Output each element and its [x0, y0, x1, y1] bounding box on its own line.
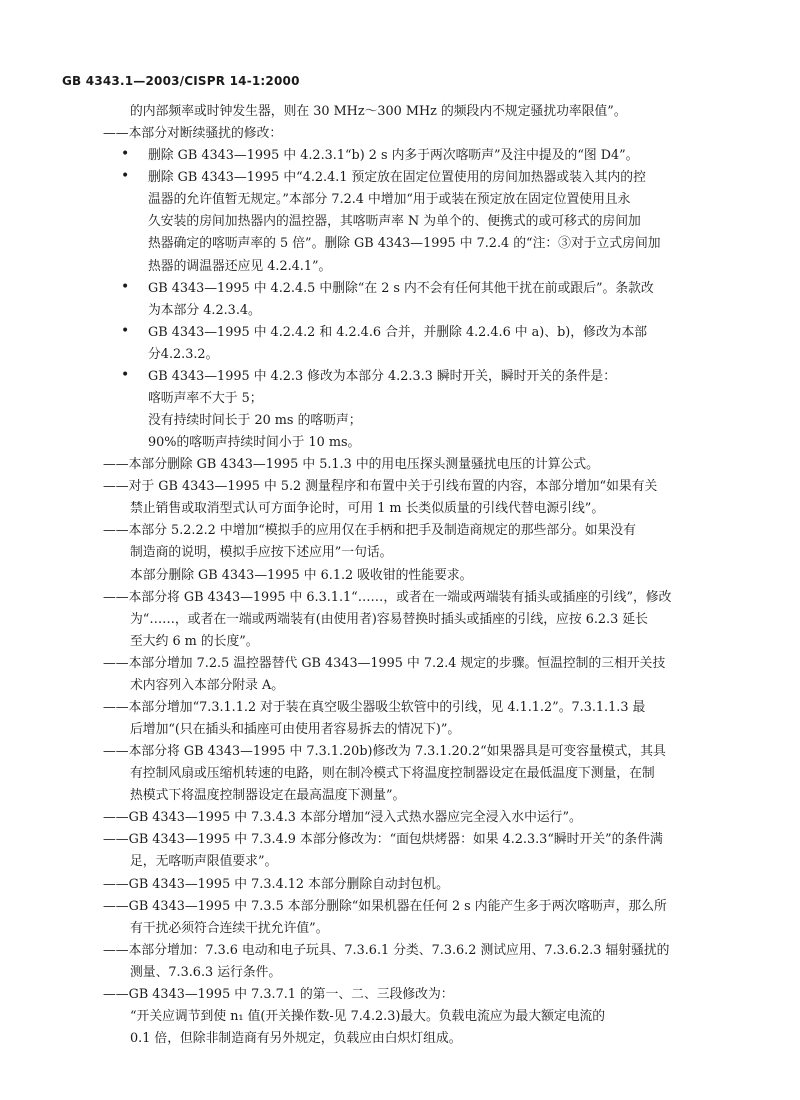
text-line-31: 有控制风扇或压缩机转速的电路，则在制冷模式下将温度控制器设定在最低温度下测量，在制 — [130, 766, 655, 781]
text-line-16: 90%的喀呖声持续时间小于 10 ms。 — [148, 435, 361, 450]
text-line-26: ——本部分增加 7.2.5 温控器替代 GB 4343—1995 中 7.2.4 规定的步骤。恒温控制的三相开关技 — [103, 656, 666, 671]
text-line-19: 禁止销售或取消型式认可方面争论时，可用 1 m 长类似质量的引线代替电源引线”。 — [130, 501, 605, 516]
text-line-6: 久安装的房间加热器内的温控器，其喀呖声率 N 为单个的、便携式的或可移式的房间加 — [148, 214, 641, 229]
text-line-13: GB 4343—1995 中 4.2.3 修改为本部分 4.2.3.3 瞬时开关，瞬时开关的条件是： — [148, 369, 617, 384]
text-line-29: 后增加“(只在插头和插座可由使用者容易拆去的情况下)”。 — [130, 722, 461, 737]
text-line-25: 至大约 6 m 的长度”。 — [130, 634, 259, 649]
text-line-9: GB 4343—1995 中 4.2.4.5 中删除“在 2 s 内不会有任何其他干扰在前或跟后”。条款改 — [148, 281, 654, 296]
text-line-42: “开关应调节到使 n₁ 值(开关操作数-见 7.4.2.3)最大。负载电流应为最大额定电流的 — [130, 1009, 606, 1024]
text-line-41: ——GB 4343—1995 中 7.3.7.1 的第一、二、三段修改为： — [103, 987, 454, 1002]
text-line-37: ——GB 4343—1995 中 7.3.5 本部分删除“如果机器在任何 2 s 内能产生多于两次喀呖声，那么所 — [103, 899, 667, 914]
text-line-12: 分4.2.3.2。 — [148, 347, 219, 362]
text-line-18: ——对于 GB 4343—1995 中 5.2 测量程序和布置中关于引线布置的内容，本部分增加“如果有关 — [103, 479, 658, 494]
text-line-17: ——本部分删除 GB 4343—1995 中 5.1.3 中的用电压探头测量骚扰电压的计算公式。 — [103, 457, 599, 472]
text-line-24: 为“……，或者在一端或两端装有(由使用者)容易替换时插头或插座的引线，应按 6.2.3 延长 — [130, 612, 648, 627]
text-line-2: ——本部分对断续骚扰的修改： — [103, 126, 283, 141]
text-line-39: ——本部分增加：7.3.6 电动和电子玩具、7.3.6.1 分类、7.3.6.2 测试应用、7.3.6.2.3 辐射骚扰的 — [103, 943, 670, 958]
text-line-28: ——本部分增加“7.3.1.1.2 对于装在真空吸尘器吸尘软管中的引线，见 4.1.1.2”。7.3.1.1.3 最 — [103, 700, 646, 715]
text-line-21: 制造商的说明，模拟手应按下述应用”一句话。 — [130, 545, 393, 560]
text-line-40: 测量、7.3.6.3 运行条件。 — [130, 965, 282, 980]
text-line-32: 热模式下将温度控制器设定在最高温度下测量”。 — [130, 788, 406, 803]
text-line-43: 0.1 倍，但除非制造商有另外规定，负载应由白炽灯组成。 — [130, 1031, 462, 1046]
text-line-36: ——GB 4343—1995 中 7.3.4.12 本部分删除自动封包机。 — [103, 877, 449, 892]
text-line-22: 本部分删除 GB 4343—1995 中 6.1.2 吸收钳的性能要求。 — [130, 568, 473, 583]
bullet-4: • — [121, 323, 130, 339]
text-line-1: 的内部频率或时钟发生器，则在 30 MHz～300 MHz 的频段内不规定骚扰功率限值”。 — [130, 104, 627, 119]
text-line-8: 热器的调温器还应见 4.2.4.1”。 — [148, 259, 332, 274]
text-line-4: 删除 GB 4343—1995 中“4.2.4.1 预定放在固定位置使用的房间加热器或装入其内的控 — [148, 170, 646, 185]
text-line-38: 有干扰必须符合连续干扰允许值”。 — [130, 921, 329, 936]
text-line-7: 热器确定的喀呖声率的 5 倍”。删除 GB 4343—1995 中 7.2.4 的“注：③对于立式房间加 — [148, 236, 661, 251]
bullet-3: • — [121, 279, 130, 295]
text-line-30: ——本部分将 GB 4343—1995 中 7.3.1.20b)修改为 7.3.1.20.2“如果器具是可变容量模式，其具 — [103, 744, 666, 759]
standard-header: GB 4343.1—2003/CISPR 14-1:2000 — [62, 74, 300, 88]
text-line-3: 删除 GB 4343—1995 中 4.2.3.1“b) 2 s 内多于两次喀呖声”及注中提及的“图 D4”。 — [148, 148, 639, 163]
text-line-20: ——本部分 5.2.2.2 中增加“模拟手的应用仅在手柄和把手及制造商规定的那些部分。如果没有 — [103, 523, 636, 538]
text-line-5: 温器的允许值暂无规定。”本部分 7.2.4 中增加“用于或装在预定放在固定位置使用且永 — [148, 192, 631, 207]
text-line-35: 足，无喀呖声限值要求”。 — [130, 854, 278, 869]
text-line-23: ——本部分将 GB 4343—1995 中 6.3.1.1“……，或者在一端或两端装有插头或插座的引线”，修改 — [103, 590, 672, 605]
text-line-14: 喀呖声率不大于 5； — [148, 391, 263, 406]
text-line-11: GB 4343—1995 中 4.2.4.2 和 4.2.4.6 合并，并删除 4.2.4.6 中 a)、b)，修改为本部 — [148, 325, 648, 340]
text-line-27: 术内容列入本部分附录 A。 — [130, 678, 285, 693]
text-line-10: 为本部分 4.2.3.4。 — [148, 303, 261, 318]
text-line-34: ——GB 4343—1995 中 7.3.4.9 本部分修改为：“面包烘烤器：如果 4.2.3.3“瞬时开关”的条件满 — [103, 832, 663, 847]
bullet-1: • — [121, 146, 130, 162]
bullet-5: • — [121, 367, 130, 383]
text-line-33: ——GB 4343—1995 中 7.3.4.3 本部分增加“浸入式热水器应完全浸入水中运行”。 — [103, 810, 582, 825]
bullet-2: • — [121, 168, 130, 184]
text-line-15: 没有持续时间长于 20 ms 的喀呖声； — [148, 413, 362, 428]
